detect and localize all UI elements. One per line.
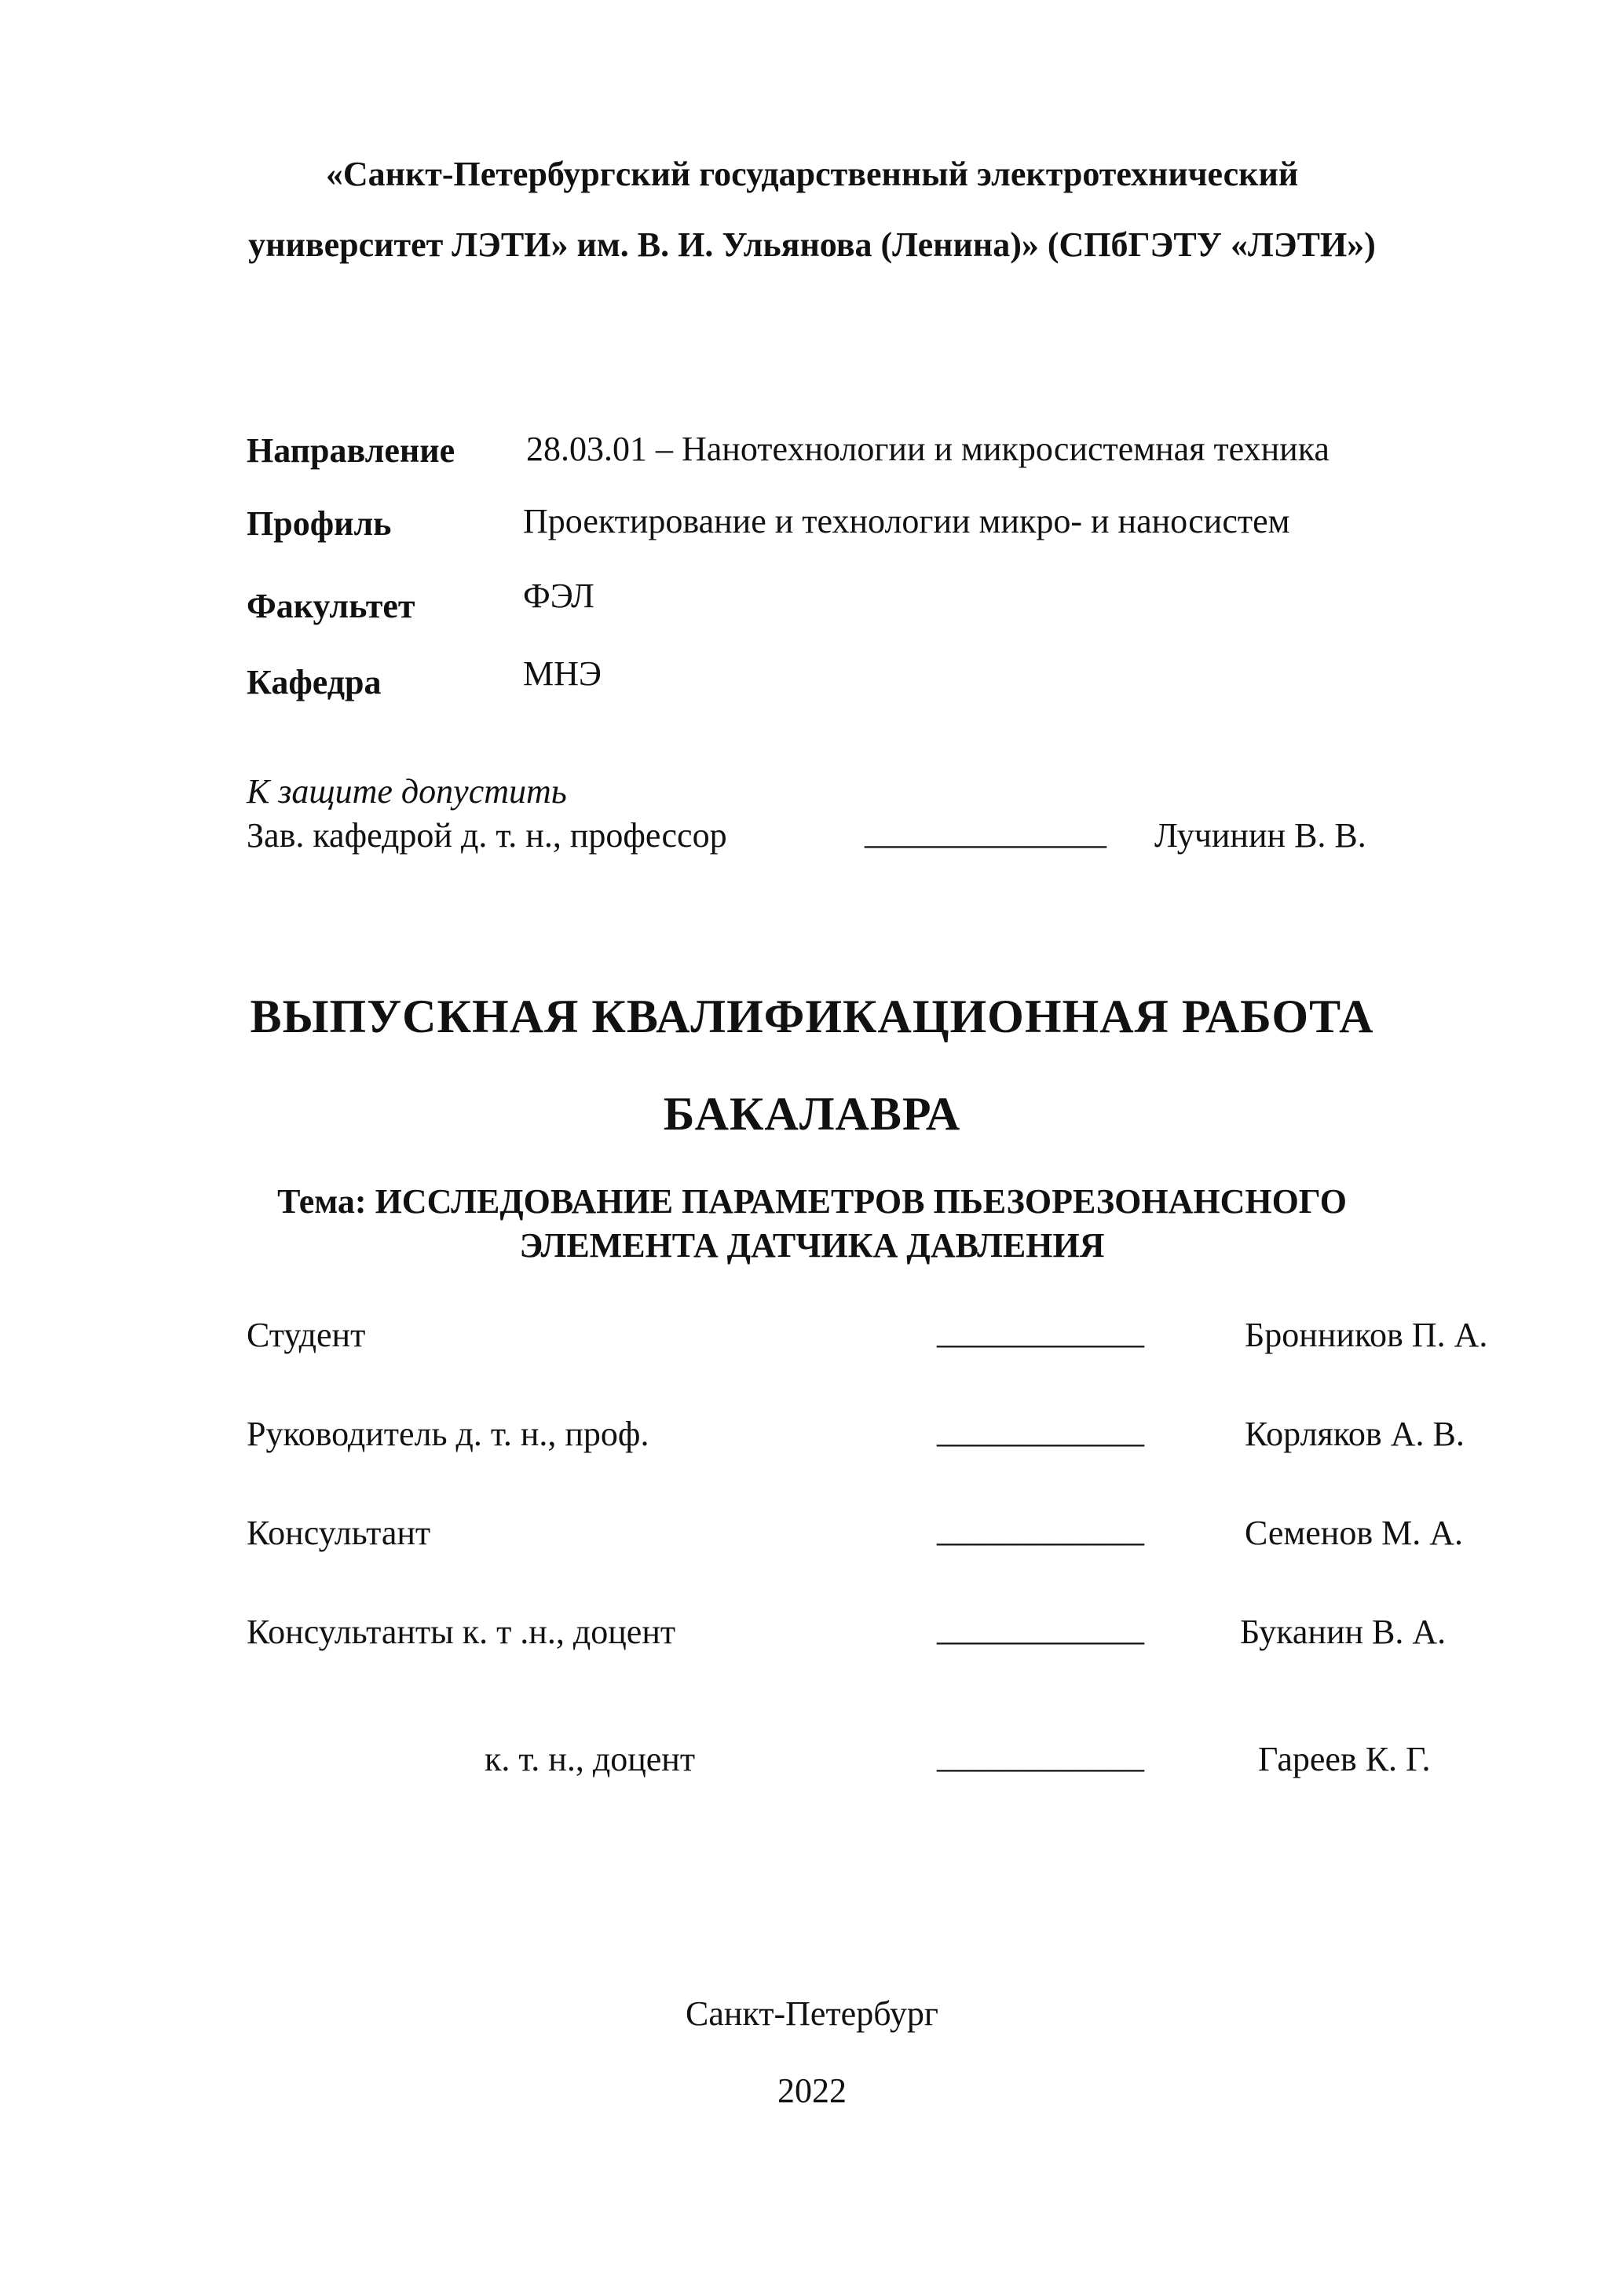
topic-line1: Тема: ИССЛЕДОВАНИЕ ПАРАМЕТРОВ ПЬЕЗОРЕЗОНАНСНОГО <box>277 1182 1347 1221</box>
direction-label: Направление <box>247 431 455 470</box>
department-value: МНЭ <box>523 654 602 693</box>
consultant-role: Консультант <box>247 1514 431 1552</box>
second-consultant-name: Гареев К. Г. <box>1258 1740 1431 1778</box>
consultant-signature-line: ____________ <box>937 1511 1144 1549</box>
student-name: Бронников П. А. <box>1245 1316 1488 1354</box>
consultants-name: Буканин В. А. <box>1240 1613 1447 1651</box>
supervisor-role: Руководитель д. т. н., проф. <box>247 1415 649 1453</box>
consultants-signature-line: ____________ <box>937 1609 1144 1648</box>
work-title-line2: БАКАЛАВРА <box>663 1088 961 1140</box>
year: 2022 <box>777 2071 847 2110</box>
profile-value: Проектирование и технологии микро- и наносистем <box>523 502 1290 540</box>
department-label: Кафедра <box>247 663 382 701</box>
student-role: Студент <box>247 1316 366 1354</box>
department-head-name: Лучинин В. В. <box>1154 816 1366 855</box>
university-name-line1: «Санкт-Петербургский государственный электротехнический <box>325 155 1299 193</box>
consultants-role: Консультанты к. т .н., доцент <box>247 1613 676 1651</box>
department-head-role: Зав. кафедрой д. т. н., профессор <box>247 816 727 855</box>
second-consultant-role: к. т. н., доцент <box>485 1740 696 1778</box>
profile-label: Профиль <box>247 504 392 543</box>
second-consultant-signature-line: ____________ <box>937 1737 1144 1775</box>
faculty-label: Факультет <box>247 587 415 625</box>
topic-line2: ЭЛЕМЕНТА ДАТЧИКА ДАВЛЕНИЯ <box>519 1226 1105 1265</box>
work-title-line1: ВЫПУСКНАЯ КВАЛИФИКАЦИОННАЯ РАБОТА <box>250 991 1374 1042</box>
city: Санкт-Петербург <box>686 1994 938 2033</box>
admission-note: К защите допустить <box>247 772 567 811</box>
consultant-name: Семенов М. А. <box>1245 1514 1464 1552</box>
direction-value: 28.03.01 – Нанотехнологии и микросистемная техника <box>526 430 1330 468</box>
department-head-signature-line: ______________ <box>865 813 1106 851</box>
faculty-value: ФЭЛ <box>523 577 594 615</box>
student-signature-line: ____________ <box>937 1313 1144 1351</box>
supervisor-signature-line: ____________ <box>937 1412 1144 1450</box>
supervisor-name: Корляков А. В. <box>1245 1415 1465 1453</box>
university-name-line2: университет ЛЭТИ» им. В. И. Ульянова (Ленина)» (СПбГЭТУ «ЛЭТИ») <box>248 225 1376 264</box>
